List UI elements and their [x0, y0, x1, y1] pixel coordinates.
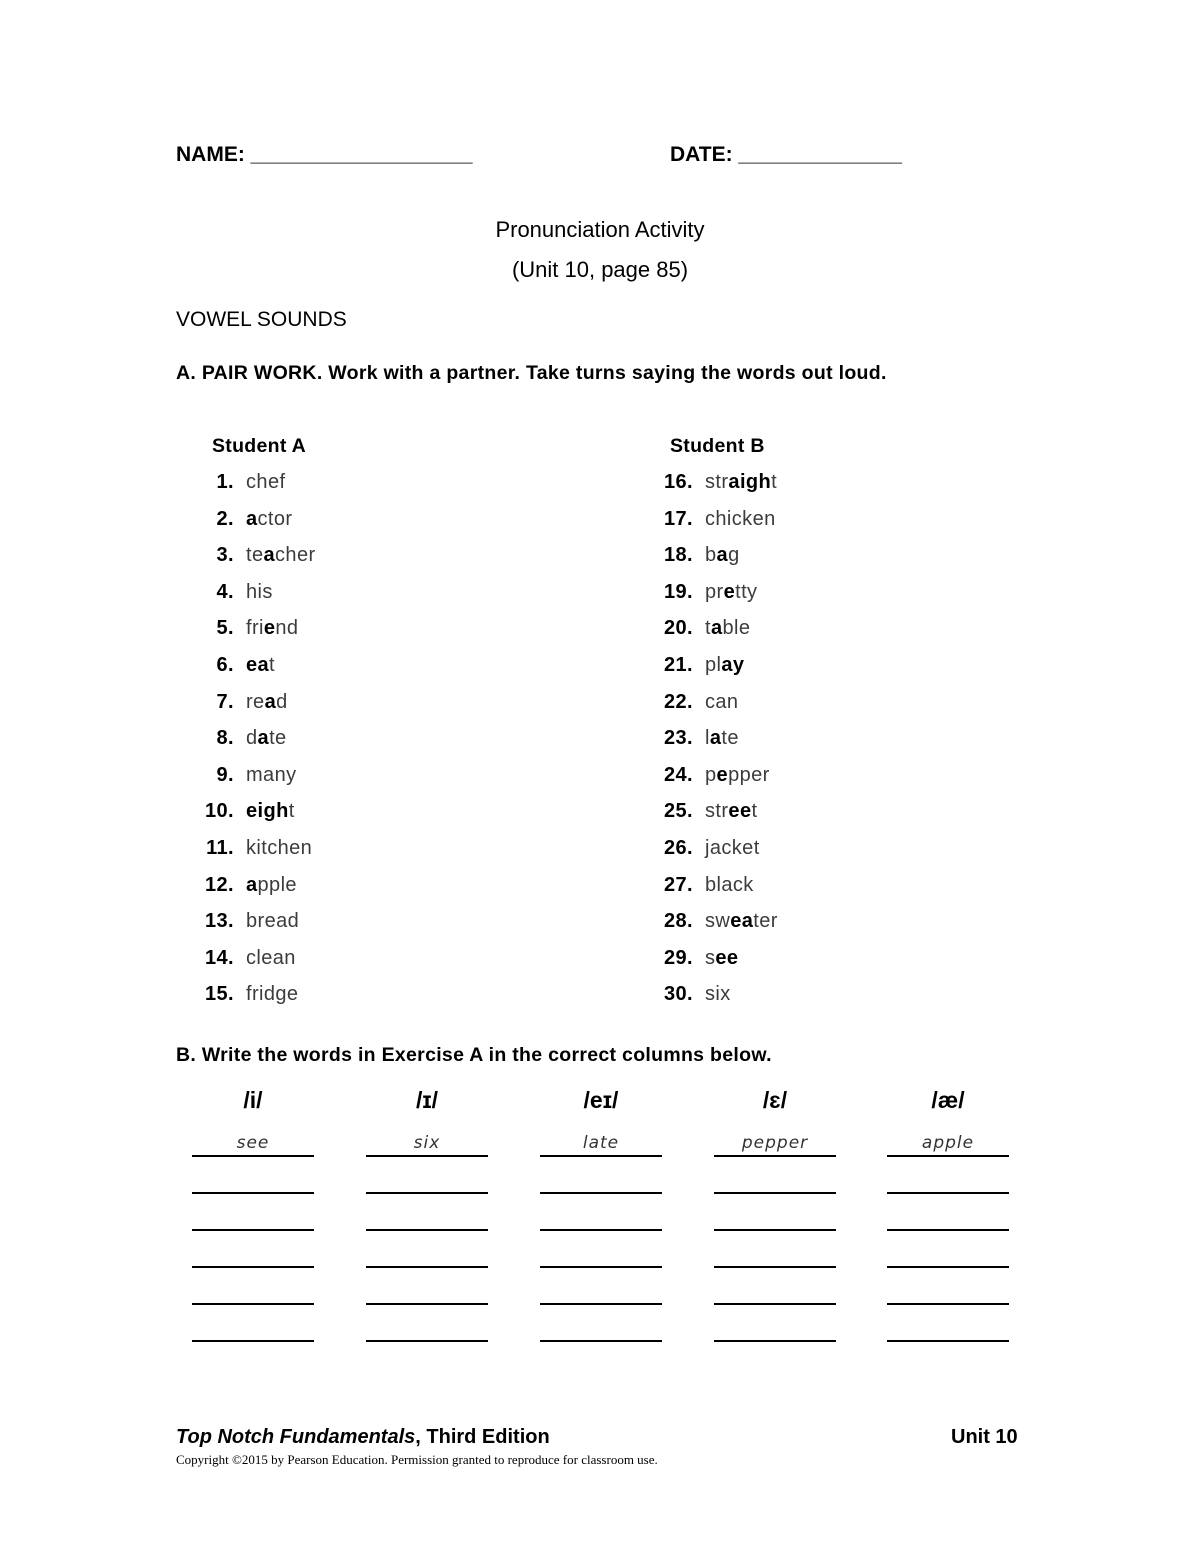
- item-number: 22.: [663, 690, 693, 713]
- vowel-highlight: ay: [721, 654, 745, 676]
- word-part: d: [276, 690, 288, 713]
- answer-line[interactable]: [366, 1303, 488, 1305]
- vowel-highlight: ee: [715, 946, 739, 969]
- handwritten-answer: pepper: [741, 1133, 809, 1153]
- item-word: [246, 947, 296, 970]
- item-number: 1.: [216, 471, 234, 493]
- item-number: 12.: [204, 873, 234, 896]
- answer-line[interactable]: [887, 1340, 1009, 1342]
- vowel-highlight: a: [709, 727, 722, 750]
- date-field: DATE: ______________: [670, 143, 902, 166]
- answer-line[interactable]: [192, 1155, 314, 1157]
- word-part: fridge: [246, 983, 299, 1006]
- word-part: ble: [722, 617, 751, 640]
- answer-line[interactable]: [714, 1340, 836, 1342]
- answer-line[interactable]: [192, 1229, 314, 1231]
- item-number: 18.: [663, 544, 693, 567]
- item-number: 27.: [663, 873, 693, 896]
- item-number: 3.: [216, 544, 234, 567]
- item-word: [246, 508, 292, 531]
- item-number: 30.: [663, 983, 693, 1006]
- word-part: fri: [246, 617, 264, 640]
- word-part: many: [246, 763, 297, 786]
- word-part: black: [705, 873, 754, 896]
- item-number: 10.: [204, 800, 234, 823]
- item-number: 8.: [216, 727, 234, 750]
- word-part: t: [705, 617, 711, 640]
- word-part: nd: [275, 617, 299, 640]
- item-word: [705, 727, 739, 750]
- item-word: [705, 544, 740, 567]
- exercise-b-instruction: B. Write the words in Exercise A in the correct columns below.: [176, 1044, 772, 1066]
- answer-line[interactable]: [714, 1266, 836, 1268]
- word-part: chicken: [705, 507, 776, 530]
- word-part: cher: [275, 544, 316, 567]
- item-word: [705, 874, 754, 897]
- answer-line[interactable]: [887, 1155, 1009, 1157]
- item-word: [705, 581, 757, 604]
- word-part: ctor: [257, 507, 293, 530]
- vowel-highlight: e: [723, 580, 736, 603]
- vowel-highlight: ee: [728, 800, 752, 823]
- vowel-highlight: eigh: [246, 800, 289, 823]
- item-word: [705, 947, 738, 970]
- item-number: 29.: [663, 946, 693, 969]
- item-number: 15.: [204, 983, 234, 1006]
- word-part: kitchen: [246, 837, 313, 859]
- answer-line[interactable]: [540, 1155, 662, 1157]
- vowel-symbol: /eɪ/: [583, 1087, 619, 1113]
- answer-line[interactable]: [714, 1155, 836, 1157]
- copyright: Copyright ©2015 by Pearson Education. Permission granted to reproduce for classroom use.: [176, 1452, 658, 1467]
- answer-line[interactable]: [540, 1192, 662, 1194]
- word-part: te: [246, 544, 264, 567]
- item-number: 21.: [663, 654, 693, 676]
- word-part: re: [246, 690, 265, 713]
- word-part: t: [751, 800, 758, 823]
- item-word: [705, 983, 731, 1006]
- answer-line[interactable]: [366, 1340, 488, 1342]
- word-part: p: [705, 763, 717, 786]
- item-word: [705, 691, 738, 714]
- item-number: 13.: [204, 910, 234, 933]
- exercise-a-instruction: A. PAIR WORK. Work with a partner. Take turns saying the words out loud.: [176, 362, 887, 384]
- word-part: pr: [705, 580, 724, 603]
- vowel-highlight: a: [716, 544, 729, 567]
- handwritten-answer: see: [236, 1133, 270, 1153]
- word-part: ter: [753, 910, 778, 933]
- item-word: [246, 983, 298, 1006]
- word-part: str: [705, 471, 729, 493]
- word-part: t: [269, 654, 276, 676]
- word-part: clean: [246, 946, 296, 969]
- item-word: [246, 800, 295, 823]
- page-subtitle: (Unit 10, page 85): [511, 257, 689, 282]
- vowel-highlight: a: [246, 507, 258, 530]
- vowel-symbol: /ɛ/: [762, 1087, 788, 1113]
- item-word: [705, 508, 776, 531]
- item-word: [246, 764, 297, 787]
- item-word: [246, 617, 298, 640]
- book-title: Top Notch Fundamentals: [176, 1426, 416, 1448]
- word-part: t: [771, 471, 778, 493]
- answer-line[interactable]: [714, 1303, 836, 1305]
- edition: , Third Edition: [415, 1426, 550, 1448]
- answer-line[interactable]: [714, 1192, 836, 1194]
- word-part: sw: [705, 910, 731, 933]
- word-part: b: [705, 544, 717, 567]
- item-number: 11.: [206, 837, 234, 859]
- item-word: [246, 691, 288, 714]
- vowel-highlight: ea: [730, 910, 754, 933]
- item-word: [705, 837, 760, 860]
- item-word: [246, 581, 273, 604]
- item-word: [246, 471, 285, 494]
- vowel-highlight: e: [716, 763, 729, 786]
- item-word: [246, 654, 275, 677]
- vowel-highlight: aigh: [728, 471, 772, 493]
- word-part: six: [705, 983, 731, 1006]
- name-field: NAME: ___________________: [176, 143, 473, 166]
- answer-line[interactable]: [540, 1266, 662, 1268]
- answer-line[interactable]: [540, 1229, 662, 1231]
- answer-line[interactable]: [366, 1155, 488, 1157]
- student-b-heading: Student B: [670, 435, 765, 457]
- vowel-highlight: a: [710, 617, 723, 640]
- item-number: 5.: [216, 617, 234, 640]
- unit-label: Unit 10: [951, 1426, 1018, 1448]
- item-word: [246, 874, 297, 897]
- word-part: t: [288, 800, 295, 823]
- handwritten-answer: six: [413, 1133, 441, 1153]
- item-number: 2.: [216, 507, 234, 530]
- answer-line[interactable]: [887, 1229, 1009, 1231]
- item-word: [246, 727, 287, 750]
- item-number: 24.: [663, 763, 693, 786]
- word-part: g: [728, 544, 740, 567]
- handwritten-answer: late: [582, 1133, 620, 1153]
- word-part: pper: [728, 763, 770, 786]
- word-part: te: [269, 727, 287, 750]
- word-part: jacket: [705, 837, 760, 859]
- vowel-highlight: a: [263, 544, 276, 567]
- item-word: [246, 544, 316, 567]
- item-word: [705, 654, 744, 677]
- word-part: te: [721, 727, 739, 750]
- word-part: d: [246, 727, 258, 750]
- item-number: 14.: [204, 946, 234, 969]
- student-a-heading: Student A: [212, 435, 307, 457]
- answer-line[interactable]: [366, 1192, 488, 1194]
- answer-line[interactable]: [540, 1340, 662, 1342]
- word-part: s: [705, 946, 716, 969]
- item-number: 28.: [663, 910, 693, 933]
- item-number: 25.: [663, 800, 693, 823]
- item-word: [246, 837, 312, 860]
- vowel-symbol: /ɪ/: [415, 1087, 439, 1113]
- item-word: [246, 910, 299, 933]
- answer-line[interactable]: [887, 1192, 1009, 1194]
- handwritten-answer: apple: [921, 1133, 975, 1153]
- answer-line[interactable]: [192, 1303, 314, 1305]
- answer-line[interactable]: [714, 1229, 836, 1231]
- item-word: [705, 471, 777, 494]
- word-part: str: [705, 800, 729, 823]
- word-part: ef: [267, 471, 286, 493]
- item-word: [705, 800, 757, 823]
- word-part: can: [705, 690, 739, 713]
- answer-line[interactable]: [887, 1303, 1009, 1305]
- item-number: 17.: [663, 507, 693, 530]
- vowel-highlight: a: [264, 690, 277, 713]
- word-part: l: [705, 727, 710, 750]
- answer-line[interactable]: [540, 1303, 662, 1305]
- item-number: 26.: [663, 837, 693, 859]
- word-part: ch: [246, 471, 268, 493]
- vowel-highlight: e: [263, 617, 276, 640]
- item-number: 6.: [216, 654, 234, 676]
- vowel-highlight: ea: [246, 654, 270, 676]
- word-part: his: [246, 580, 273, 603]
- answer-line[interactable]: [366, 1229, 488, 1231]
- word-part: pple: [257, 873, 297, 896]
- book-credit: [176, 1426, 550, 1449]
- word-part: tty: [735, 580, 758, 603]
- word-part: bread: [246, 910, 300, 933]
- item-number: 20.: [663, 617, 693, 640]
- vowel-symbol: /i/: [243, 1087, 263, 1113]
- item-number: 4.: [216, 580, 234, 603]
- item-number: 23.: [663, 727, 693, 750]
- answer-line[interactable]: [192, 1340, 314, 1342]
- section-heading: VOWEL SOUNDS: [176, 308, 347, 331]
- vowel-highlight: a: [257, 727, 270, 750]
- vowel-symbol: /æ/: [931, 1087, 965, 1113]
- vowel-highlight: a: [246, 873, 258, 896]
- item-word: [705, 910, 778, 933]
- answer-line[interactable]: [887, 1266, 1009, 1268]
- item-word: [705, 617, 750, 640]
- item-number: 19.: [663, 580, 693, 603]
- answer-line[interactable]: [366, 1266, 488, 1268]
- item-number: 16.: [663, 471, 693, 493]
- answer-line[interactable]: [192, 1266, 314, 1268]
- page-title: Pronunciation Activity: [495, 217, 705, 242]
- answer-line[interactable]: [192, 1192, 314, 1194]
- item-number: 7.: [216, 690, 234, 713]
- item-number: 9.: [216, 763, 234, 786]
- item-word: [705, 764, 770, 787]
- word-part: pl: [705, 654, 722, 676]
